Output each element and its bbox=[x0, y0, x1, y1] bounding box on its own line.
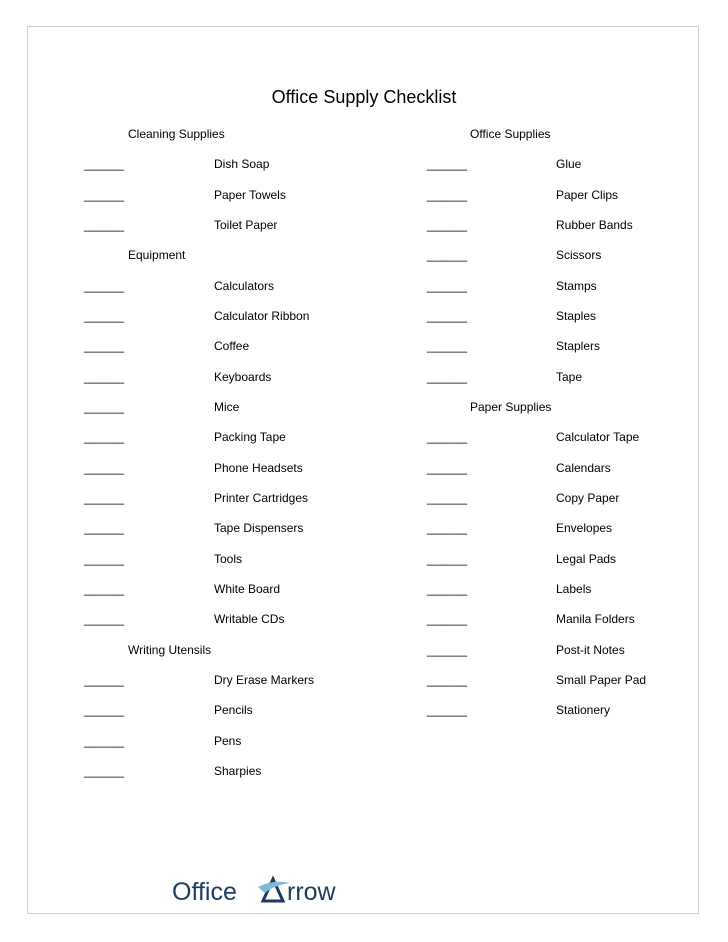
checkbox-line[interactable]: ______ bbox=[427, 308, 468, 323]
checkbox-line[interactable]: ______ bbox=[84, 763, 125, 778]
checklist-item-label: Paper Towels bbox=[214, 187, 286, 202]
checkbox-line[interactable]: ______ bbox=[427, 339, 468, 354]
checkbox-line[interactable]: ______ bbox=[84, 612, 125, 627]
checklist-item-label: Envelopes bbox=[556, 521, 613, 536]
checklist-item-label: Paper Clips bbox=[556, 187, 619, 202]
checklist-item-label: Scissors bbox=[556, 248, 602, 263]
checklist-item-label: Keyboards bbox=[214, 369, 272, 384]
checkbox-line[interactable]: ______ bbox=[427, 490, 468, 505]
section-header: Office Supplies bbox=[470, 127, 551, 141]
checklist-item-label: Rubber Bands bbox=[556, 217, 633, 232]
checkbox-line[interactable]: ______ bbox=[84, 733, 125, 748]
section-header: Equipment bbox=[128, 248, 186, 263]
logo-arrow-icon bbox=[258, 879, 290, 901]
checkbox-line[interactable]: ______ bbox=[84, 521, 125, 536]
checkbox-line[interactable]: ______ bbox=[84, 551, 125, 566]
section-header: Paper Supplies bbox=[470, 399, 552, 414]
checklist-item-label: Stationery bbox=[556, 703, 611, 718]
section-header: Cleaning Supplies bbox=[128, 127, 225, 141]
logo-office-text: Office bbox=[172, 878, 237, 906]
checkbox-line[interactable]: ______ bbox=[427, 581, 468, 596]
checkbox-line[interactable]: ______ bbox=[427, 460, 468, 475]
checklist-item-label: Calculators bbox=[214, 278, 275, 293]
checkbox-line[interactable]: ______ bbox=[427, 672, 468, 687]
checklist-item-label: Stamps bbox=[556, 278, 597, 293]
checklist-item-label: Calculator Tape bbox=[556, 430, 640, 445]
checklist-item-label: Printer Cartridges bbox=[214, 490, 309, 505]
officearrow-logo bbox=[170, 873, 370, 909]
checklist-item-label: Manila Folders bbox=[556, 612, 635, 627]
checkbox-line[interactable]: ______ bbox=[84, 490, 125, 505]
checkbox-line[interactable]: ______ bbox=[427, 642, 468, 657]
checkbox-line[interactable]: ______ bbox=[84, 308, 125, 323]
checklist-item-label: Coffee bbox=[214, 339, 250, 354]
checklist-item-label: Small Paper Pad bbox=[556, 672, 647, 687]
checklist-item-label: Writable CDs bbox=[214, 612, 285, 627]
checkbox-line[interactable]: ______ bbox=[84, 703, 125, 718]
checklist-item-label: White Board bbox=[214, 581, 281, 596]
checkbox-line[interactable]: ______ bbox=[84, 399, 125, 414]
checkbox-line[interactable]: ______ bbox=[84, 672, 125, 687]
checkbox-line[interactable]: ______ bbox=[427, 612, 468, 627]
checklist-item-label: Sharpies bbox=[214, 763, 262, 778]
checklist-item-label: Dish Soap bbox=[214, 157, 270, 172]
checkbox-line[interactable]: ______ bbox=[427, 521, 468, 536]
checklist-item-label: Toilet Paper bbox=[214, 217, 278, 232]
checklist-item-label: Packing Tape bbox=[214, 430, 286, 445]
section-header: Writing Utensils bbox=[128, 642, 212, 657]
checkbox-line[interactable]: ______ bbox=[84, 369, 125, 384]
checklist-item-label: Labels bbox=[556, 581, 592, 596]
checkbox-line[interactable]: ______ bbox=[427, 248, 468, 263]
checklist-item-label: Tools bbox=[214, 551, 243, 566]
checkbox-line[interactable]: ______ bbox=[427, 217, 468, 232]
checklist-item-label: Glue bbox=[556, 157, 582, 172]
checklist-item-label: Mice bbox=[214, 399, 240, 414]
checklist-item-label: Pencils bbox=[214, 703, 253, 718]
checkbox-line[interactable]: ______ bbox=[427, 187, 468, 202]
checklist-item-label: Dry Erase Markers bbox=[214, 672, 315, 687]
checkbox-line[interactable]: ______ bbox=[84, 278, 125, 293]
page-title: Office Supply Checklist bbox=[271, 87, 457, 107]
checklist-item-label: Tape bbox=[556, 369, 583, 384]
checklist-item-label: Copy Paper bbox=[556, 490, 620, 505]
checkbox-line[interactable]: ______ bbox=[427, 157, 468, 172]
checkbox-line[interactable]: ______ bbox=[427, 551, 468, 566]
checklist-item-label: Post-it Notes bbox=[556, 642, 625, 657]
checkbox-line[interactable]: ______ bbox=[84, 339, 125, 354]
checkbox-line[interactable]: ______ bbox=[84, 217, 125, 232]
checklist-item-label: Staplers bbox=[556, 339, 601, 354]
checklist-item-label: Calculator Ribbon bbox=[214, 308, 310, 323]
checkbox-line[interactable]: ______ bbox=[427, 703, 468, 718]
logo-rrow-text: rrow bbox=[287, 878, 336, 906]
checkbox-line[interactable]: ______ bbox=[427, 430, 468, 445]
checklist-item-label: Pens bbox=[214, 733, 242, 748]
checklist-item-label: Calendars bbox=[556, 460, 611, 475]
checkbox-line[interactable]: ______ bbox=[84, 157, 125, 172]
checkbox-line[interactable]: ______ bbox=[427, 278, 468, 293]
checklist-item-label: Staples bbox=[556, 308, 597, 323]
checklist-item-label: Legal Pads bbox=[556, 551, 617, 566]
checkbox-line[interactable]: ______ bbox=[427, 369, 468, 384]
checkbox-line[interactable]: ______ bbox=[84, 187, 125, 202]
checkbox-line[interactable]: ______ bbox=[84, 581, 125, 596]
checklist-item-label: Tape Dispensers bbox=[214, 521, 304, 536]
checkbox-line[interactable]: ______ bbox=[84, 460, 125, 475]
checkbox-line[interactable]: ______ bbox=[84, 430, 125, 445]
checklist-item-label: Phone Headsets bbox=[214, 460, 303, 475]
